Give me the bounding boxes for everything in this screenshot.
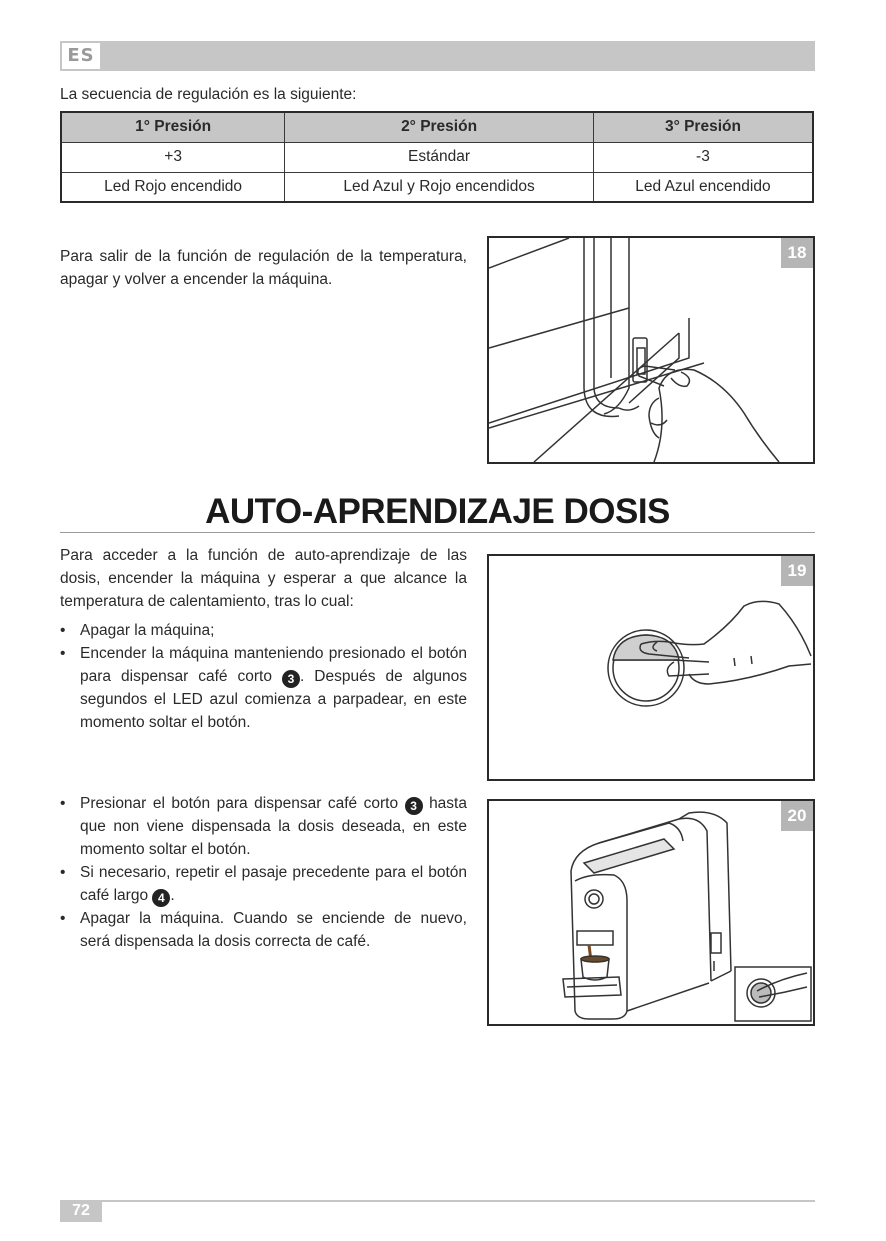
steps-list-1 [60,619,467,734]
table-cell: +3 [61,142,285,172]
list-item [60,792,467,861]
table-header-cell: 2° Presión [285,112,594,142]
table-cell: Led Azul y Rojo encendidos [285,172,594,202]
button-4-icon: 4 [152,889,170,907]
language-label: ES [60,41,102,71]
figure-20 [487,799,815,1026]
table-cell: Led Rojo encendido [61,172,285,202]
step-text: Apagar la máquina; [80,622,215,639]
figure-number: 18 [781,238,813,268]
press-button-illustration [489,556,813,779]
table-header-row [61,112,813,142]
coffee-machine-illustration [489,801,813,1024]
exit-instruction: Para salir de la función de regulación de la temperatura, apagar y volver a encender la máquina. [60,248,467,288]
table-row [61,142,813,172]
table-cell: Led Azul encendido [593,172,813,202]
step-text: . Después de algunos segundos el LED azul comienza a parpadear, en este momento soltar el botón. [80,668,467,731]
page-number: 72 [60,1200,102,1222]
table-cell: -3 [593,142,813,172]
step-text: Presionar el botón para dispensar café corto [80,795,405,812]
regulation-table [60,111,814,203]
figure-19 [487,554,815,781]
machine-switch-illustration [489,238,813,462]
intro-text: La secuencia de regulación es la siguiente: [60,86,357,103]
list-item [60,861,467,907]
table-row [61,172,813,202]
list-item [60,907,467,953]
list-item [60,619,467,642]
button-3-icon: 3 [405,797,423,815]
figure-number: 20 [781,801,813,831]
table-header-cell: 3° Presión [593,112,813,142]
step-text: hasta que non viene dispensada la dosis deseada, en este momento soltar el botón. [80,795,467,858]
step-text: Apagar la máquina. Cuando se enciende de nuevo, será dispensada la dosis correcta de café. [80,910,467,950]
table-header-cell: 1° Presión [61,112,285,142]
section-title: AUTO-APRENDIZAJE DOSIS [205,492,670,531]
figure-18 [487,236,815,464]
section-intro: Para acceder a la función de auto-aprendizaje de las dosis, encender la máquina y esperar a que alcance la temperatura de calentamiento, tras lo cual: [60,547,467,610]
figure-number: 19 [781,556,813,586]
section-divider [60,532,815,533]
footer-rule [60,1200,815,1202]
list-item [60,642,467,734]
step-text: . [170,887,175,904]
button-3-icon: 3 [282,670,300,688]
steps-list-2 [60,792,467,953]
table-cell: Estándar [285,142,594,172]
header-bar [60,41,815,71]
step-text: Si necesario, repetir el pasaje precedente para el botón café largo [80,864,467,904]
step-text: Encender la máquina manteniendo presionado el botón para dispensar café corto [80,645,467,685]
